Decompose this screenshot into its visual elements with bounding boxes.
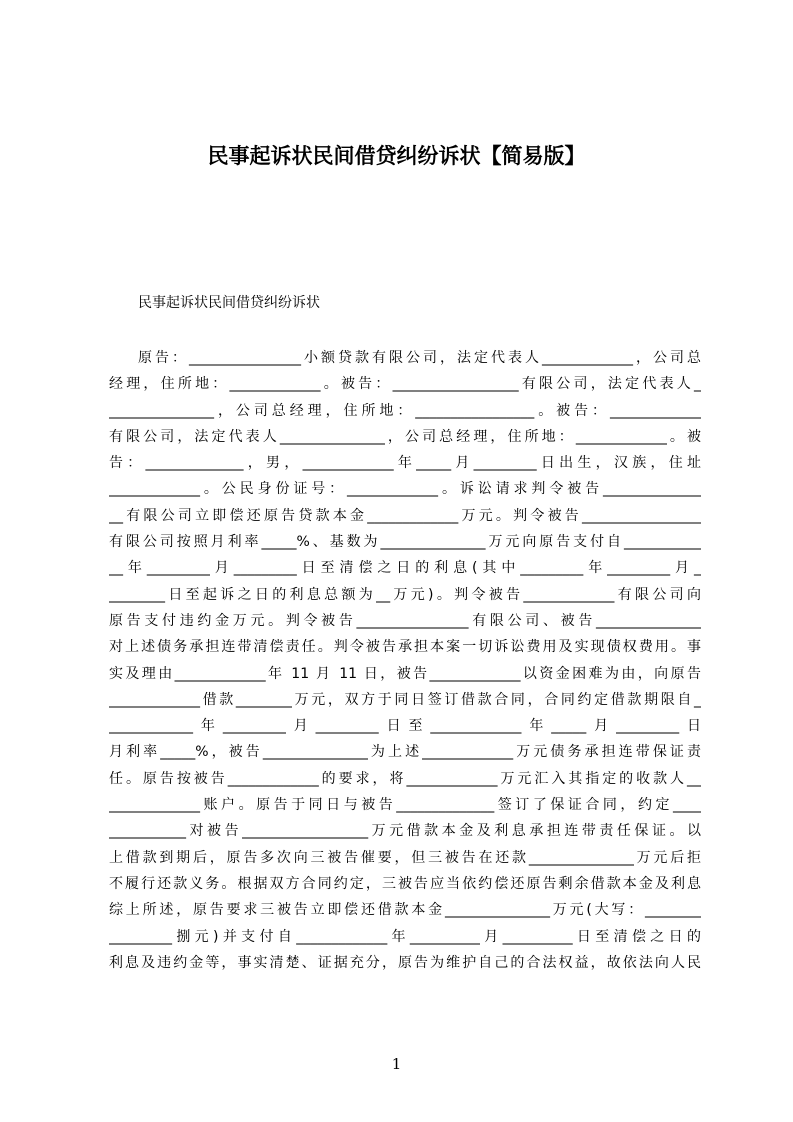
- body-line: 有限公司，法定代表人_______________，公司总经理，住所地：_____________。被: [109, 428, 701, 445]
- body-line: _________捌元)并支付自_____________年__________月__________日至清偿之日的: [109, 928, 701, 945]
- body-line: 有限公司按照月利率_____%、基数为_______________万元向原告支付自___________: [109, 534, 701, 551]
- body-line: _____________。公民身份证号：_____________。诉讼请求判令被告______________: [109, 481, 701, 498]
- body-line: 月利率_____%，被告_______________为上述_____________万元债务承担连带保证责: [109, 744, 701, 761]
- body-line: 利息及违约金等，事实清楚、证据充分，原告为维护自己的合法权益，故依法向人民: [109, 954, 701, 971]
- body-line: 告：______________，男，_____________年_____月_________日出生，汉族，住址: [109, 455, 701, 472]
- body-line: ____________年_________月_________日至_____________年_____月_________日: [109, 718, 701, 735]
- body-line: 上借款到期后，原告多次向三被告催要，但三被告在还款_______________万元后拒: [109, 849, 701, 866]
- body-line: _____________账户。原告于同日与被告______________签订了保证合同，约定____: [109, 797, 701, 814]
- body-line: 实及理由_____________年 11 月 11 日，被告_____________以资金困难为由，向原告: [109, 665, 701, 682]
- page-number: 1: [391, 1055, 402, 1073]
- body-line: _____________借款________万元，双方于同日签订借款合同，合同约定借款期限自_: [109, 691, 701, 708]
- document-title: 民事起诉状民间借贷纠纷诉状【简易版】: [207, 144, 586, 168]
- body-line: 综上所述，原告要求三被告立即偿还借款本金_______________万元(大写：________: [109, 902, 701, 919]
- body-line: 经理，住所地：_____________。被告：__________________有限公司，法定代表人_: [109, 376, 701, 393]
- body-line: ________日至起诉之日的利息总额为__万元)。判令被告_____________有限公司向: [109, 586, 701, 603]
- document-body: [109, 345, 701, 976]
- body-line: __有限公司立即偿还原告贷款本金_____________万元。判令被告_________________: [109, 507, 701, 524]
- body-line: 原告支付违约金万元。判令被告________________有限公司、被告_______________: [109, 612, 701, 629]
- body-line: __年_________月_________日至清偿之日的利息(其中_________年_________月_: [109, 560, 701, 577]
- body-line: 不履行还款义务。根据双方合同约定，三被告应当依约偿还原告剩余借款本金及利息: [109, 875, 701, 892]
- body-line: 任。原告按被告_____________的要求，将_____________万元汇入其指定的收款人__: [109, 770, 701, 787]
- body-line: _______________，公司总经理，住所地：_________________。被告：_____________: [109, 402, 701, 419]
- document-subtitle: 民事起诉状民间借贷纠纷诉状: [138, 295, 320, 311]
- body-line: 对上述债务承担连带清偿责任。判令被告承担本案一切诉讼费用及实现债权费用。事: [109, 639, 701, 656]
- body-line: 原告：________________小额贷款有限公司，法定代表人_____________，公司总: [138, 350, 701, 366]
- body-line: ___________对被告__________________万元借款本金及利息承担连带责任保证。以: [109, 823, 701, 840]
